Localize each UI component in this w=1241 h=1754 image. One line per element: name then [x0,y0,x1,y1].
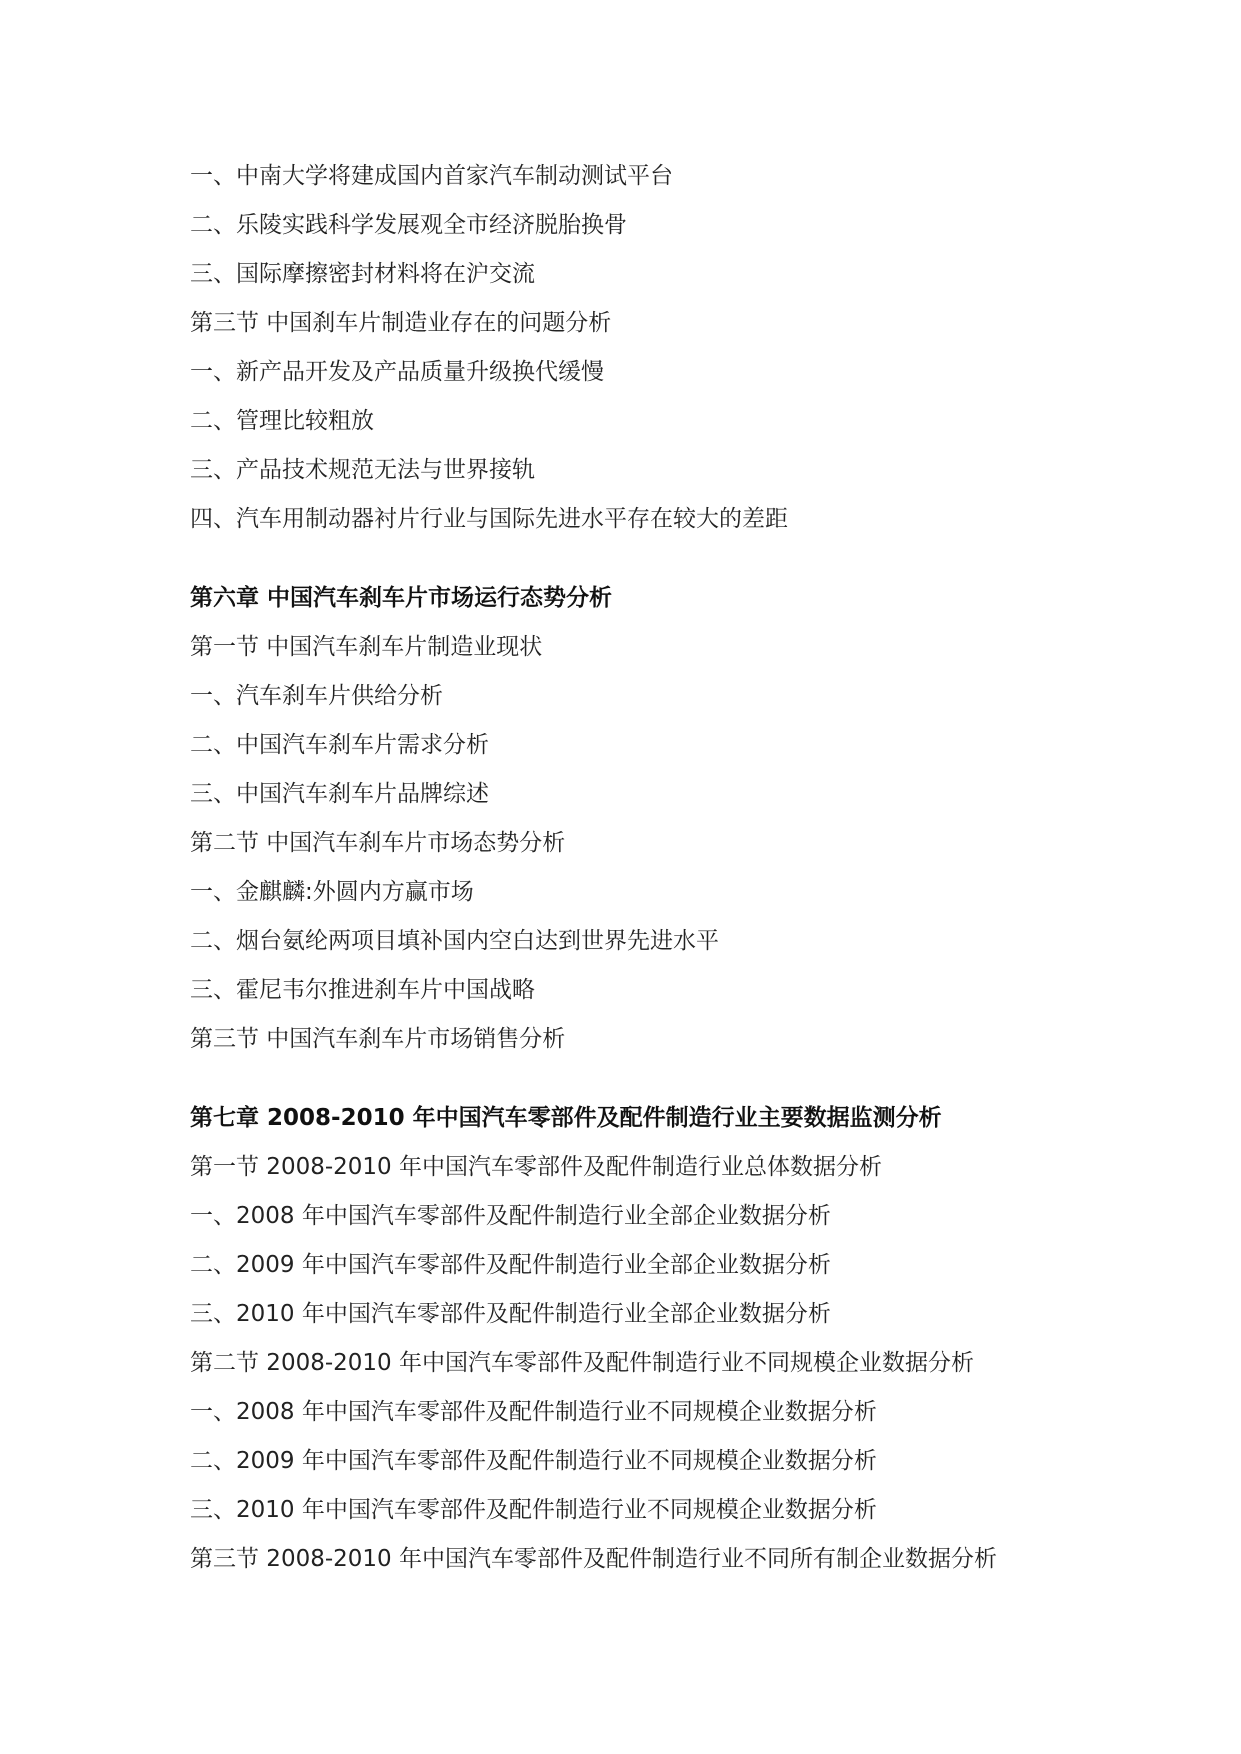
toc-item: 三、中国汽车刹车片品牌综述 [190,781,489,807]
toc-section-heading: 第二节 2008-2010 年中国汽车零部件及配件制造行业不同规模企业数据分析 [190,1350,974,1376]
toc-section-heading: 第三节 中国汽车刹车片市场销售分析 [190,1026,566,1052]
toc-section-heading: 第一节 2008-2010 年中国汽车零部件及配件制造行业总体数据分析 [190,1154,882,1180]
toc-item: 一、汽车刹车片供给分析 [190,683,443,709]
toc-block-chapter-6 [190,574,1190,1064]
toc-item: 二、中国汽车刹车片需求分析 [190,732,489,758]
toc-section-heading: 第一节 中国汽车刹车片制造业现状 [190,634,543,660]
toc-item: 三、2010 年中国汽车零部件及配件制造行业全部企业数据分析 [190,1301,831,1327]
toc-section-heading: 第三节 中国刹车片制造业存在的问题分析 [190,310,612,336]
toc-item: 一、中南大学将建成国内首家汽车制动测试平台 [190,163,673,189]
toc-item: 二、乐陵实践科学发展观全市经济脱胎换骨 [190,212,627,238]
document-page [190,152,1190,1584]
toc-item: 一、金麒麟:外圆内方赢市场 [190,879,474,905]
toc-item: 三、国际摩擦密封材料将在沪交流 [190,261,535,287]
toc-item: 三、霍尼韦尔推进刹车片中国战略 [190,977,535,1003]
toc-chapter-heading: 第六章 中国汽车刹车片市场运行态势分析 [190,585,613,611]
toc-item: 一、新产品开发及产品质量升级换代缓慢 [190,359,604,385]
toc-chapter-heading: 第七章 2008-2010 年中国汽车零部件及配件制造行业主要数据监测分析 [190,1105,942,1131]
toc-item: 二、管理比较粗放 [190,408,374,434]
toc-item: 一、2008 年中国汽车零部件及配件制造行业不同规模企业数据分析 [190,1399,877,1425]
toc-item: 四、汽车用制动器衬片行业与国际先进水平存在较大的差距 [190,506,788,532]
toc-block-continuation [190,152,1190,544]
toc-item: 三、2010 年中国汽车零部件及配件制造行业不同规模企业数据分析 [190,1497,877,1523]
toc-item: 二、2009 年中国汽车零部件及配件制造行业全部企业数据分析 [190,1252,831,1278]
toc-section-heading: 第三节 2008-2010 年中国汽车零部件及配件制造行业不同所有制企业数据分析 [190,1546,997,1572]
toc-section-heading: 第二节 中国汽车刹车片市场态势分析 [190,830,566,856]
toc-item: 一、2008 年中国汽车零部件及配件制造行业全部企业数据分析 [190,1203,831,1229]
toc-item: 二、烟台氨纶两项目填补国内空白达到世界先进水平 [190,928,719,954]
toc-block-chapter-7 [190,1094,1190,1584]
toc-item: 三、产品技术规范无法与世界接轨 [190,457,535,483]
toc-item: 二、2009 年中国汽车零部件及配件制造行业不同规模企业数据分析 [190,1448,877,1474]
